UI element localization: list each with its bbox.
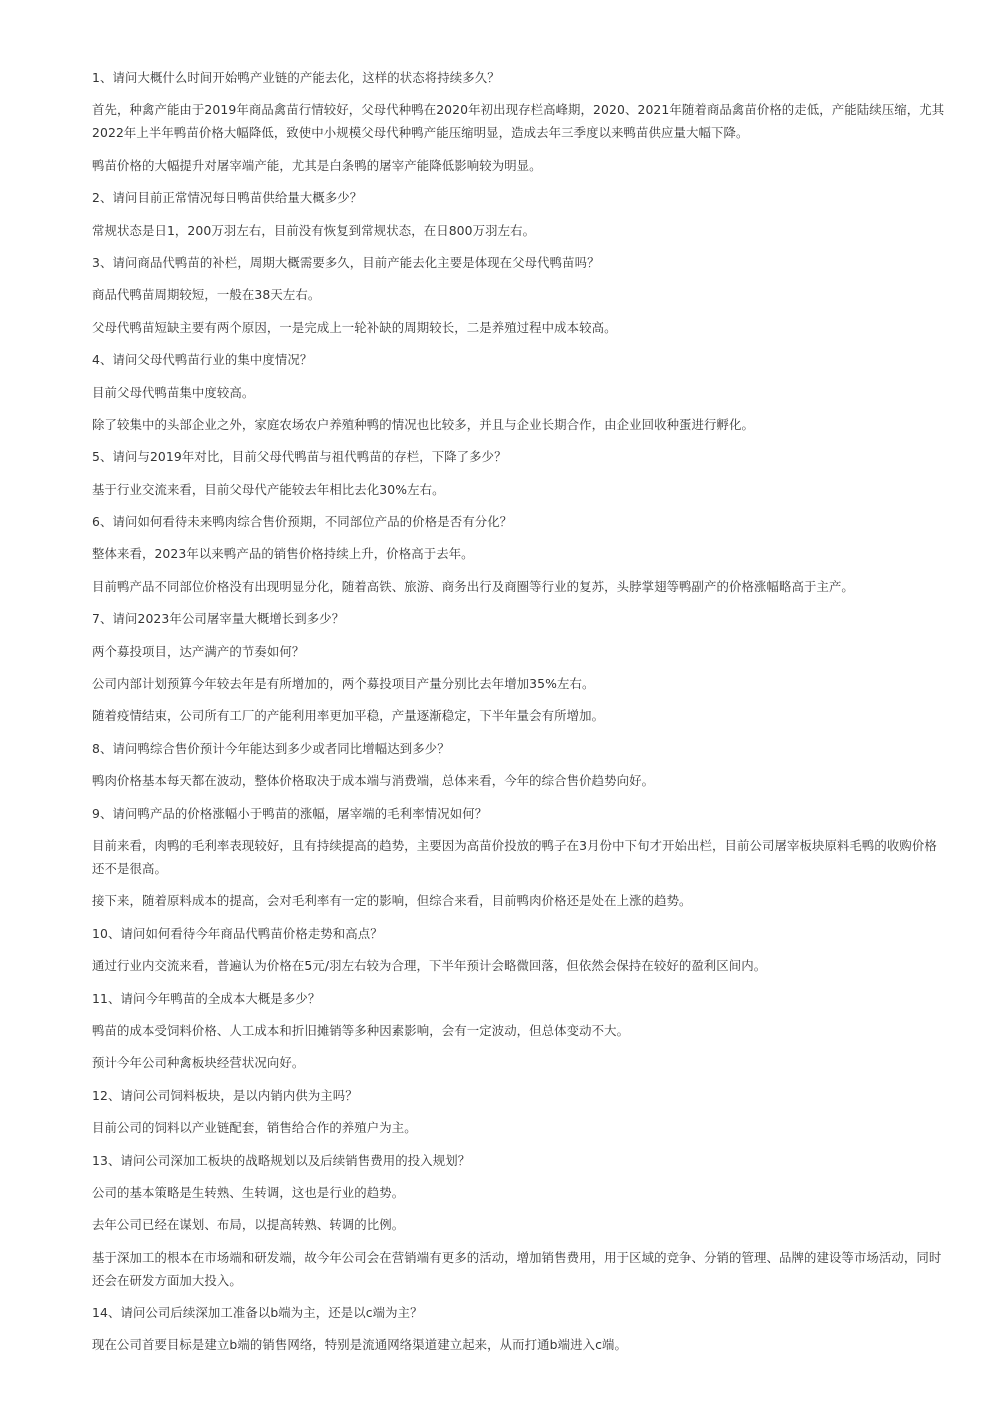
answer-paragraph: 基于行业交流来看，目前父母代产能较去年相比去化30%左右。 (92, 481, 445, 497)
answer-paragraph: 除了较集中的头部企业之外，家庭农场农户养殖种鸭的情况也比较多，并且与企业长期合作，由企业回收种蛋进行孵化。 (92, 416, 755, 432)
answer-paragraph: 鸭肉价格基本每天都在波动，整体价格取决于成本端与消费端，总体来看，今年的综合售价趋势向好。 (92, 773, 655, 789)
question-6: 6、请问如何看待未来鸭肉综合售价预期，不同部位产品的价格是否有分化？ (92, 514, 513, 530)
answer-paragraph: 常规状态是日1，200万羽左右，目前没有恢复到常规状态，在日800万羽左右。 (92, 222, 536, 238)
question-10: 10、请问如何看待今年商品代鸭苗价格走势和高点？ (92, 925, 383, 941)
answer-paragraph: 整体来看，2023年以来鸭产品的销售价格持续上升，价格高于去年。 (92, 546, 474, 562)
question-8: 8、请问鸭综合售价预计今年能达到多少或者同比增幅达到多少？ (92, 740, 450, 756)
question-4: 4、请问父母代鸭苗行业的集中度情况？ (92, 352, 313, 368)
question-13: 13、请问公司深加工板块的战略规划以及后续销售费用的投入规划？ (92, 1152, 471, 1168)
answer-paragraph: 父母代鸭苗短缺主要有两个原因，一是完成上一轮补缺的周期较长，二是养殖过程中成本较高。 (92, 319, 617, 335)
answer-paragraph: 随着疫情结束，公司所有工厂的产能利用率更加平稳，产量逐渐稳定，下半年量会有所增加。 (92, 708, 605, 724)
answer-paragraph: 首先，种禽产能由于2019年商品禽苗行情较好，父母代种鸭在2020年初出现存栏高峰期，2020、2021年随着商品禽苗价格的走低，产能陆续压缩，尤其2022年上半年鸭苗价格大幅降低，致使中小规模父母代种鸭产能压缩明显，造成去年三季度以来鸭苗供应量大幅下降。 (92, 102, 945, 141)
question-7: 7、请问2023年公司屠宰量大概增长到多少？ (92, 611, 345, 627)
answer-paragraph: 目前父母代鸭苗集中度较高。 (92, 384, 255, 400)
question-14: 14、请问公司后续深加工准备以b端为主，还是以c端为主？ (92, 1305, 423, 1321)
question-5: 5、请问与2019年对比，目前父母代鸭苗与祖代鸭苗的存栏，下降了多少？ (92, 449, 507, 465)
question-2: 2、请问目前正常情况每日鸭苗供给量大概多少？ (92, 190, 363, 206)
question-12: 12、请问公司饲料板块，是以内销内供为主吗？ (92, 1087, 358, 1103)
answer-paragraph: 鸭苗的成本受饲料价格、人工成本和折旧摊销等多种因素影响，会有一定波动，但总体变动不大。 (92, 1022, 630, 1038)
document-body (92, 66, 947, 1366)
answer-paragraph: 基于深加工的根本在市场端和研发端，故今年公司会在营销端有更多的活动，增加销售费用，用于区域的竞争、分销的管理、品牌的建设等市场活动，同时还会在研发方面加大投入。 (92, 1249, 942, 1288)
answer-paragraph: 目前公司的饲料以产业链配套，销售给合作的养殖户为主。 (92, 1120, 417, 1136)
question-11: 11、请问今年鸭苗的全成本大概是多少？ (92, 990, 321, 1006)
answer-paragraph: 目前来看，肉鸭的毛利率表现较好，且有持续提高的趋势，主要因为高苗价投放的鸭子在3月份中下旬才开始出栏，目前公司屠宰板块原料毛鸭的收购价格还不是很高。 (92, 837, 937, 876)
answer-paragraph: 目前鸭产品不同部位价格没有出现明显分化，随着高铁、旅游、商务出行及商圈等行业的复苏，头脖掌翅等鸭副产的价格涨幅略高于主产。 (92, 578, 854, 594)
answer-paragraph: 去年公司已经在谋划、布局，以提高转熟、转调的比例。 (92, 1217, 405, 1233)
question-9: 9、请问鸭产品的价格涨幅小于鸭苗的涨幅，屠宰端的毛利率情况如何？ (92, 805, 488, 821)
answer-paragraph: 预计今年公司种禽板块经营状况向好。 (92, 1055, 305, 1071)
answer-paragraph: 公司内部计划预算今年较去年是有所增加的，两个募投项目产量分别比去年增加35%左右。 (92, 676, 595, 692)
answer-paragraph: 商品代鸭苗周期较短，一般在38天左右。 (92, 287, 321, 303)
answer-paragraph: 两个募投项目，达产满产的节奏如何？ (92, 643, 305, 659)
question-1: 1、请问大概什么时间开始鸭产业链的产能去化，这样的状态将持续多久？ (92, 70, 500, 85)
answer-paragraph: 鸭苗价格的大幅提升对屠宰端产能，尤其是白条鸭的屠宰产能降低影响较为明显。 (92, 157, 542, 173)
answer-paragraph: 公司的基本策略是生转熟、生转调，这也是行业的趋势。 (92, 1184, 405, 1200)
question-3: 3、请问商品代鸭苗的补栏，周期大概需要多久，目前产能去化主要是体现在父母代鸭苗吗？ (92, 254, 600, 270)
answer-paragraph: 通过行业内交流来看，普遍认为价格在5元/羽左右较为合理，下半年预计会略微回落，但依然会保持在较好的盈利区间内。 (92, 958, 767, 974)
answer-paragraph: 接下来，随着原料成本的提高，会对毛利率有一定的影响，但综合来看，目前鸭肉价格还是处在上涨的趋势。 (92, 893, 692, 909)
answer-paragraph: 现在公司首要目标是建立b端的销售网络，特别是流通网络渠道建立起来，从而打通b端进入c端。 (92, 1337, 627, 1353)
